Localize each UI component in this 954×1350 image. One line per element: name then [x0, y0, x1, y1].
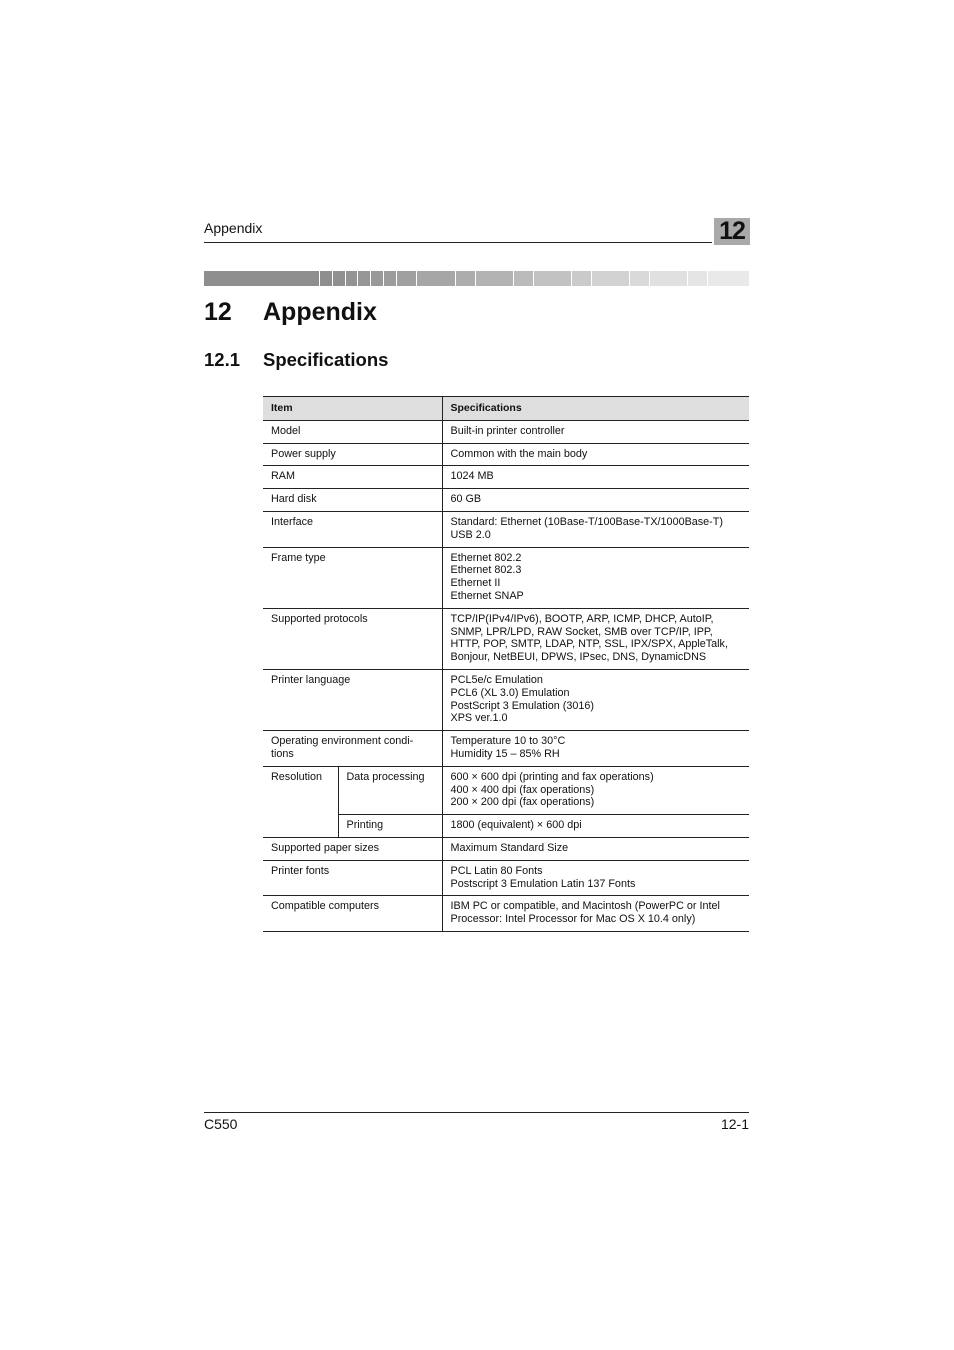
value-line: 60 GB [450, 493, 482, 506]
sub-row-label: Printing [338, 815, 442, 838]
row-label: Supported protocols [263, 608, 442, 669]
row-label: Model [263, 420, 442, 443]
row-value [442, 466, 749, 489]
value-line: XPS ver.1.0 [450, 712, 508, 725]
table-row [263, 669, 749, 730]
row-value [442, 511, 749, 547]
decorative-segment-bar [204, 271, 749, 286]
row-label: Frame type [263, 547, 442, 608]
value-line: SNMP, LPR/LPD, RAW Socket, SMB over TCP/IP, IPP, [450, 625, 713, 638]
label-line: Operating environment condi- [271, 735, 414, 748]
row-value [442, 837, 749, 860]
table-header-row [263, 397, 749, 421]
value-line: USB 2.0 [450, 528, 491, 541]
section-heading [204, 349, 388, 371]
value-line: TCP/IP(IPv4/IPv6), BOOTP, ARP, ICMP, DHCP, AutoIP, [450, 612, 714, 625]
chapter-number: 12 [204, 298, 232, 326]
row-value [442, 608, 749, 669]
value-line: Ethernet 802.3 [450, 564, 522, 577]
table-row [263, 547, 749, 608]
row-value [442, 547, 749, 608]
value-line: IBM PC or compatible, and Macintosh (PowerPC or Intel [450, 900, 720, 913]
chapter-tab: 12 [714, 218, 750, 245]
value-line: Built-in printer controller [450, 424, 565, 437]
table-row [263, 766, 749, 814]
row-label: Supported paper sizes [263, 837, 442, 860]
value-line: 1800 (equivalent) × 600 dpi [450, 819, 582, 832]
table-row [263, 443, 749, 466]
row-label: Interface [263, 511, 442, 547]
footer-model: C550 [204, 1116, 238, 1132]
table-row [263, 511, 749, 547]
row-value [442, 860, 749, 896]
row-label: Power supply [263, 443, 442, 466]
value-line: Temperature 10 to 30°C [450, 735, 566, 748]
row-label: RAM [263, 466, 442, 489]
chapter-title: Appendix [263, 298, 377, 326]
section-number: 12.1 [204, 349, 241, 370]
sub-row-label: Data processing [338, 766, 442, 814]
header-rule [204, 242, 712, 243]
column-header-item: Item [263, 397, 442, 421]
table-row [263, 896, 749, 932]
row-value [442, 731, 749, 767]
row-label: Compatible computers [263, 896, 442, 932]
table-row [263, 731, 749, 767]
value-line: 1024 MB [450, 470, 494, 483]
value-line: PCL5e/c Emulation [450, 673, 543, 686]
column-header-specifications: Specifications [442, 397, 749, 421]
value-line: 200 × 200 dpi (fax operations) [450, 796, 595, 809]
row-value [442, 443, 749, 466]
value-line: Bonjour, NetBEUI, DPWS, IPsec, DNS, DynamicDNS [450, 651, 707, 664]
value-line: Postscript 3 Emulation Latin 137 Fonts [450, 877, 636, 890]
row-label: Resolution [263, 766, 338, 837]
value-line: PostScript 3 Emulation (3016) [450, 699, 594, 712]
row-label [263, 731, 442, 767]
value-line: Humidity 15 – 85% RH [450, 747, 560, 760]
section-title: Specifications [263, 349, 389, 370]
value-line: 600 × 600 dpi (printing and fax operations) [450, 770, 654, 783]
value-line: PCL6 (XL 3.0) Emulation [450, 686, 570, 699]
value-line: Ethernet II [450, 577, 501, 590]
footer-rule [204, 1112, 749, 1113]
table-row [263, 489, 749, 512]
table-row [263, 608, 749, 669]
value-line: Standard: Ethernet (10Base-T/100Base-TX/1000Base-T) [450, 515, 723, 528]
table-row [263, 466, 749, 489]
footer-page-number: 12-1 [720, 1116, 749, 1132]
table-row [263, 860, 749, 896]
row-value [442, 420, 749, 443]
row-value [442, 669, 749, 730]
table-row [263, 420, 749, 443]
value-line: Ethernet SNAP [450, 589, 524, 602]
value-line: PCL Latin 80 Fonts [450, 864, 543, 877]
value-line: Processor: Intel Processor for Mac OS X 10.4 only) [450, 913, 696, 926]
row-label: Hard disk [263, 489, 442, 512]
row-value [442, 896, 749, 932]
row-label: Printer fonts [263, 860, 442, 896]
running-header-title: Appendix [204, 220, 263, 236]
row-value [442, 766, 749, 814]
value-line: Maximum Standard Size [450, 841, 569, 854]
row-label: Printer language [263, 669, 442, 730]
chapter-heading [204, 298, 377, 327]
label-line: tions [271, 747, 294, 760]
value-line: 400 × 400 dpi (fax operations) [450, 783, 595, 796]
value-line: Common with the main body [450, 447, 588, 460]
value-line: Ethernet 802.2 [450, 551, 522, 564]
row-value [442, 489, 749, 512]
row-value [442, 815, 749, 838]
table-row [263, 837, 749, 860]
value-line: HTTP, POP, SMTP, LDAP, NTP, SSL, IPX/SPX, AppleTalk, [450, 638, 728, 651]
specifications-table [263, 396, 749, 932]
